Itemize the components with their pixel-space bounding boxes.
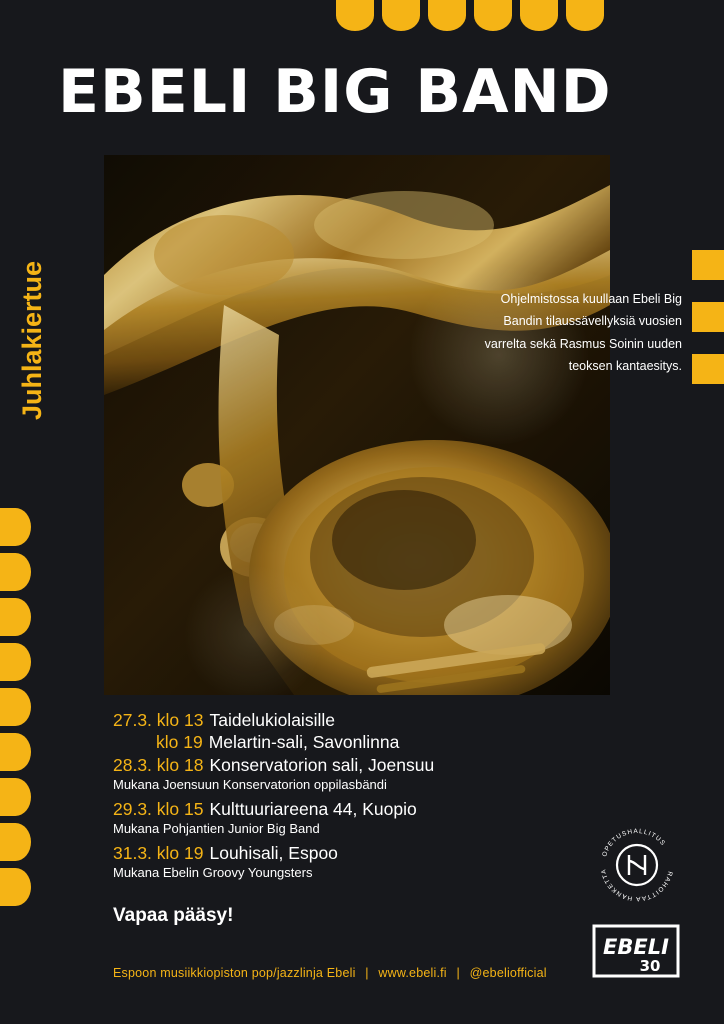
svg-text:EBELI: EBELI xyxy=(603,935,669,959)
left-dot xyxy=(0,643,31,681)
event-group xyxy=(113,799,593,836)
event-venue: Taidelukiolaisille xyxy=(209,710,335,730)
top-dot xyxy=(336,0,374,31)
left-dot xyxy=(0,508,31,546)
footer xyxy=(113,966,547,980)
right-tab-column xyxy=(692,250,724,384)
left-dot xyxy=(0,733,31,771)
programme-note: Ohjelmistossa kuullaan Ebeli Big Bandin tilaussävellyksiä vuosien varrelta sekä Rasmus Soinin uuden teoksen kantaesitys. xyxy=(484,292,682,373)
event-venue: Louhisali, Espoo xyxy=(209,843,338,863)
event-group xyxy=(113,755,593,792)
top-dot xyxy=(382,0,420,31)
event-venue: Konservatorion sali, Joensuu xyxy=(209,755,435,775)
footer-organizer: Espoon musiikkiopiston pop/jazzlinja Ebeli xyxy=(113,966,356,980)
top-dot-row xyxy=(336,0,604,31)
top-dot xyxy=(474,0,512,31)
free-entry-text: Vapaa pääsy! xyxy=(113,905,234,926)
footer-social-handle[interactable]: @ebeliofficial xyxy=(469,966,547,980)
svg-text:30: 30 xyxy=(639,957,661,975)
funding-logo-icon xyxy=(596,824,678,906)
left-dot-column xyxy=(0,508,31,906)
event-time: 31.3. klo 19 xyxy=(113,843,204,863)
event-group xyxy=(113,710,593,753)
event-group xyxy=(113,843,593,880)
event-row xyxy=(113,843,593,864)
event-row xyxy=(113,710,593,731)
hero-photo xyxy=(104,155,610,695)
event-venue: Melartin-sali, Savonlinna xyxy=(208,732,400,752)
top-dot xyxy=(520,0,558,31)
top-dot xyxy=(428,0,466,31)
event-time: klo 19 xyxy=(156,732,203,752)
event-row xyxy=(113,799,593,820)
left-dot xyxy=(0,778,31,816)
event-row xyxy=(113,755,593,776)
event-time: 27.3. klo 13 xyxy=(113,710,204,730)
event-time: 29.3. klo 15 xyxy=(113,799,204,819)
right-tab xyxy=(692,250,724,280)
top-dot xyxy=(566,0,604,31)
left-dot xyxy=(0,598,31,636)
footer-separator: | xyxy=(365,966,369,980)
event-list xyxy=(113,710,593,887)
event-time: 28.3. klo 18 xyxy=(113,755,204,775)
footer-separator: | xyxy=(456,966,460,980)
right-tab xyxy=(692,302,724,332)
left-dot xyxy=(0,553,31,591)
footer-website[interactable]: www.ebeli.fi xyxy=(378,966,447,980)
brass-instrument-illustration xyxy=(104,155,610,695)
left-dot xyxy=(0,688,31,726)
right-tab xyxy=(692,354,724,384)
band-logo-icon xyxy=(590,920,682,982)
svg-text:RAHOITTAA HANKETTA: RAHOITTAA HANKETTA xyxy=(600,867,674,903)
event-row xyxy=(113,732,593,753)
vertical-subtitle: Juhlakiertue xyxy=(17,260,47,420)
page-title: EBELI BIG BAND xyxy=(58,57,612,127)
left-dot xyxy=(0,868,31,906)
svg-text:OPETUSHALLITUS: OPETUSHALLITUS xyxy=(601,827,667,858)
event-note: Mukana Joensuun Konservatorion oppilasbändi xyxy=(113,777,387,792)
vertical-subtitle-wrap xyxy=(17,160,88,420)
funding-logo xyxy=(596,824,678,906)
event-note: Mukana Ebelin Groovy Youngsters xyxy=(113,865,313,880)
event-note: Mukana Pohjantien Junior Big Band xyxy=(113,821,320,836)
band-logo xyxy=(590,920,682,982)
event-venue: Kulttuuriareena 44, Kuopio xyxy=(209,799,417,819)
left-dot xyxy=(0,823,31,861)
